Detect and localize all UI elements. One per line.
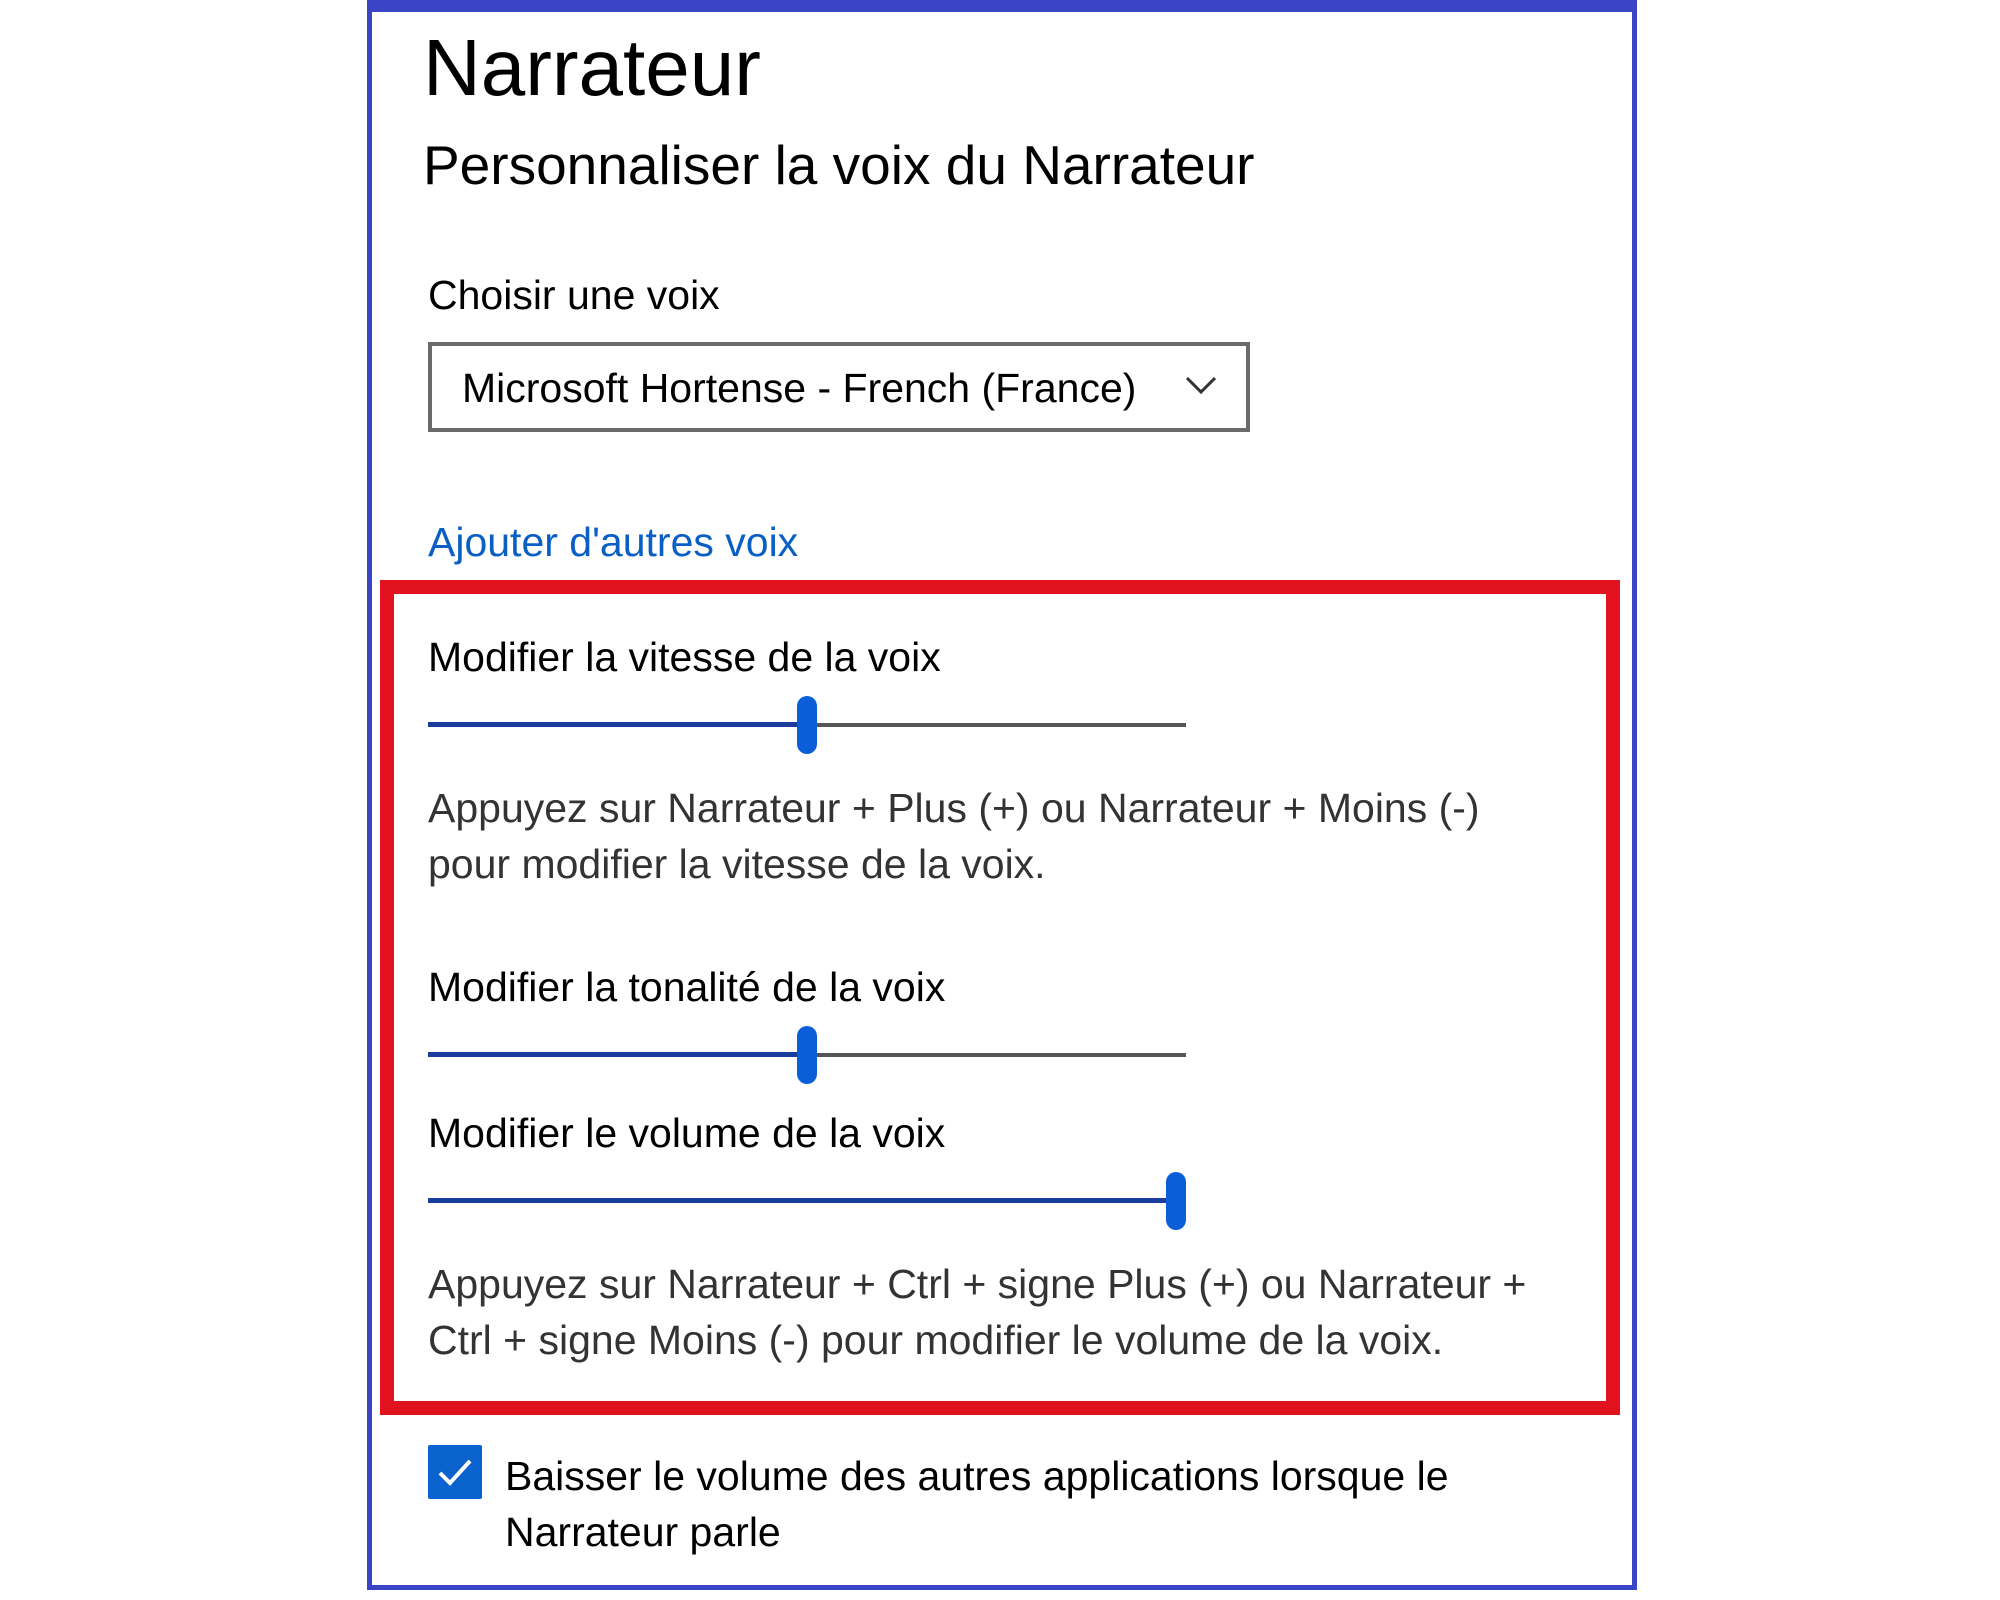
speed-slider-thumb[interactable] xyxy=(797,696,817,754)
chevron-down-icon xyxy=(1184,368,1218,402)
speed-label: Modifier la vitesse de la voix xyxy=(428,634,941,680)
pitch-slider-thumb[interactable] xyxy=(797,1026,817,1084)
volume-slider[interactable] xyxy=(428,1166,1186,1236)
add-voices-link[interactable]: Ajouter d'autres voix xyxy=(428,519,799,565)
volume-slider-thumb[interactable] xyxy=(1166,1172,1186,1230)
pitch-label: Modifier la tonalité de la voix xyxy=(428,964,946,1010)
lower-volume-label-line-1: Baisser le volume des autres applications lorsque le xyxy=(505,1453,1449,1499)
volume-help-line-2: Ctrl + signe Moins (-) pour modifier le volume de la voix. xyxy=(428,1317,1444,1363)
lower-volume-label-line-2: Narrateur parle xyxy=(505,1509,781,1555)
volume-label: Modifier le volume de la voix xyxy=(428,1110,946,1156)
volume-help-text xyxy=(428,1256,1526,1368)
voice-dropdown[interactable] xyxy=(428,342,1250,432)
speed-help-line-2: pour modifier la vitesse de la voix. xyxy=(428,841,1046,887)
page-title: Narrateur xyxy=(423,23,761,112)
speed-help-line-1: Appuyez sur Narrateur + Plus (+) ou Narrateur + Moins (-) xyxy=(428,785,1480,831)
pitch-slider-fill xyxy=(428,1052,807,1057)
pitch-slider[interactable] xyxy=(428,1020,1186,1090)
volume-slider-fill xyxy=(428,1198,1186,1203)
lower-volume-label[interactable] xyxy=(505,1448,1555,1560)
voice-dropdown-value: Microsoft Hortense - French (France) xyxy=(462,365,1137,411)
volume-help-line-1: Appuyez sur Narrateur + Ctrl + signe Plus (+) ou Narrateur + xyxy=(428,1261,1527,1307)
lower-volume-checkbox[interactable] xyxy=(428,1445,482,1499)
speed-help-text xyxy=(428,780,1480,892)
section-subtitle: Personnaliser la voix du Narrateur xyxy=(423,134,1255,196)
voice-select-label: Choisir une voix xyxy=(428,272,720,318)
checkmark-icon xyxy=(435,1452,475,1492)
speed-slider[interactable] xyxy=(428,690,1186,760)
speed-slider-fill xyxy=(428,722,807,727)
